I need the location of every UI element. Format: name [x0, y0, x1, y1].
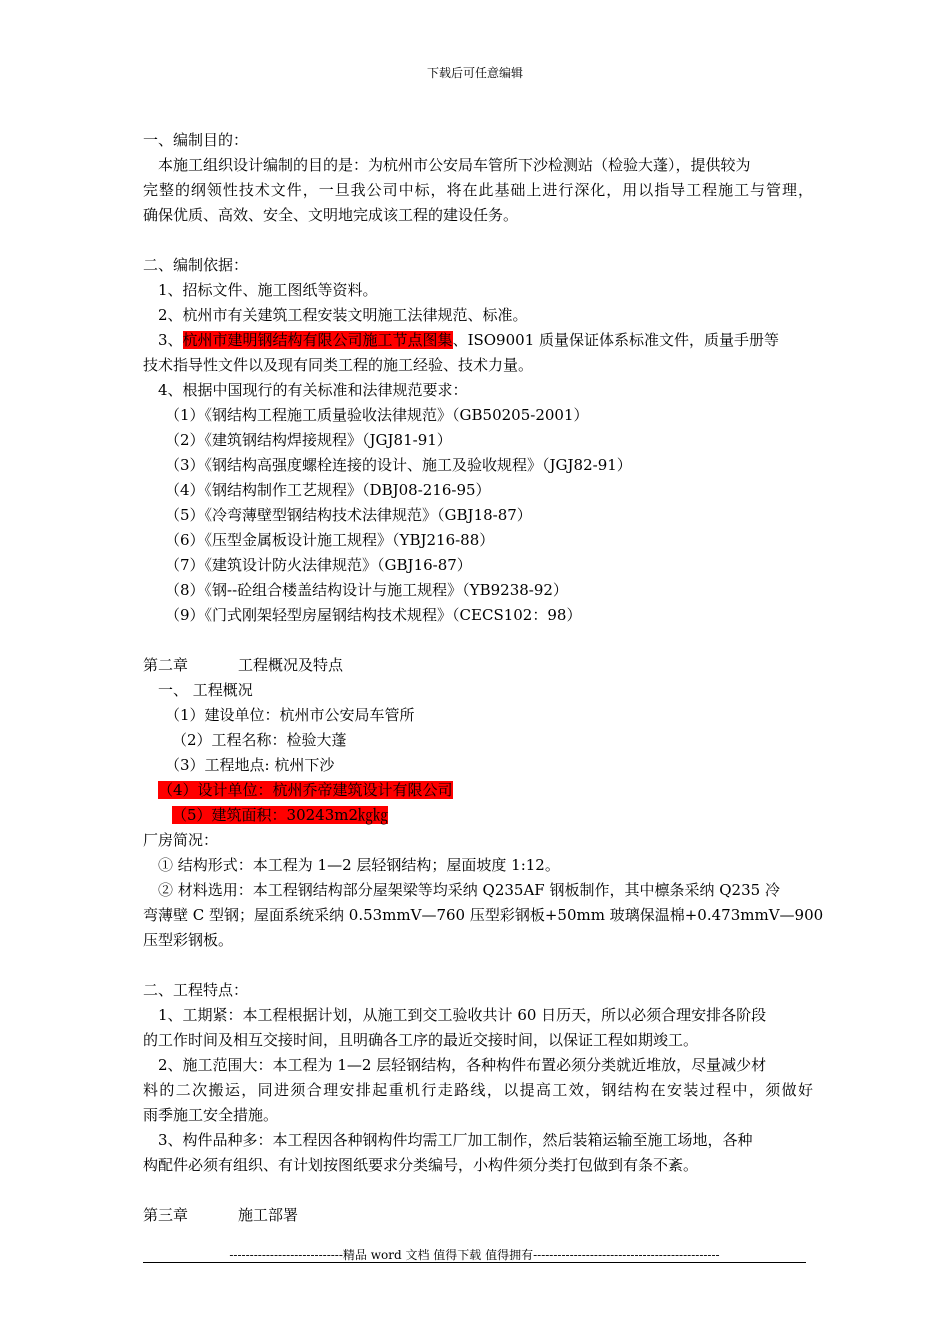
feature-2-line-1: 2、施工范围大：本工程为 1—2 层轻钢结构，各种构件布置必须分类就近堆放，尽量减少材 [158, 1056, 767, 1074]
section-2-title: 二、编制依据： [143, 256, 249, 274]
page-header: 下载后可任意编辑 [426, 66, 523, 80]
section-1-title: 一、编制目的： [143, 131, 249, 149]
standard-item: （9）《门式刚架轻型房屋钢结构技术规程》（CECS102：98） [165, 606, 582, 624]
overview-item: （2）工程名称：检验大蓬 [172, 731, 347, 749]
standard-item: （5）《冷弯薄壁型钢结构技术法律规范》（GBJ18-87） [165, 506, 532, 524]
standard-item: （7）《建筑设计防火法律规范》（GBJ16-87） [165, 556, 472, 574]
purpose-line-3: 确保优质、高效、安全、文明地完成该工程的建设任务。 [143, 206, 519, 224]
feature-3-line-1: 3、构件品种多：本工程因各种钢构件均需工厂加工制作，然后装箱运输至施工场地，各种 [158, 1131, 753, 1149]
standard-item: （8）《钢--砼组合楼盖结构设计与施工规程》（YB9238-92） [165, 581, 568, 599]
feature-3-line-2: 构配件必须有组织、有计划按图纸要求分类编号，小构件须分类打包做到有条不紊。 [143, 1156, 699, 1174]
plant-material-line-1: ② 材料选用：本工程钢结构部分屋架梁等均采纳 Q235AF 钢板制作，其中檩条采纳 Q235 冷 [158, 881, 780, 899]
basis-item-3-continued: 技术指导性文件以及现有同类工程的施工经验、技术力量。 [143, 356, 534, 374]
chapter-title: 施工部署 [238, 1206, 299, 1224]
basis-item-4: 4、根据中国现行的有关标准和法律规范要求： [158, 381, 468, 399]
basis-item-1: 1、招标文件、施工图纸等资料。 [158, 281, 378, 299]
overview-item-highlighted: （5）建筑面积：30243m2㎏㎏ [172, 806, 389, 824]
spacer [143, 228, 813, 253]
spacer [143, 1178, 813, 1203]
highlighted-text: 杭州市建明钢结构有限公司施工节点图集 [182, 331, 453, 349]
standard-item: （3）《钢结构高强度螺栓连接的设计、施工及验收规程》（JGJ82-91） [165, 456, 632, 474]
document-body [143, 128, 824, 1228]
feature-2-line-2: 料的二次搬运，同进须合理安排起重机行走路线，以提高工效，钢结构在安装过程中，须做好 [143, 1081, 813, 1099]
spacer [143, 953, 813, 978]
footer-rule [143, 1262, 806, 1263]
basis-item-2: 2、杭州市有关建筑工程安装文明施工法律规范、标准。 [158, 306, 528, 324]
purpose-line-1: 本施工组织设计编制的目的是：为杭州市公安局车管所下沙检测站（检验大蓬），提供较为 [158, 156, 751, 174]
standard-item: （2）《建筑钢结构焊接规程》（JGJ81-91） [165, 431, 452, 449]
plant-material-line-2: 弯薄壁 C 型钢；屋面系统采纳 0.53mmV—760 压型彩钢板+50mm 玻璃保温棉+0.473mmV—900 [143, 906, 824, 924]
standard-item: （6）《压型金属板设计施工规程》（YBJ216-88） [165, 531, 495, 549]
overview-item: （1）建设单位：杭州市公安局车管所 [165, 706, 415, 724]
basis-item-3-rest: 、ISO9001 质量保证体系标准文件，质量手册等 [452, 331, 780, 349]
chapter-2-heading [143, 653, 813, 678]
chapter-number: 第二章 [143, 656, 189, 674]
feature-2-line-3: 雨季施工安全措施。 [143, 1106, 279, 1124]
page-footer: ----------------------------精品 word 文档 值得下载 值得拥有---------------------------------------------- [229, 1248, 720, 1262]
feature-1-line-2: 的工作时间及相互交接时间，且明确各工序的最近交接时间，以保证工程如期竣工。 [143, 1031, 699, 1049]
standard-item: （4）《钢结构制作工艺规程》（DBJ08-216-95） [165, 481, 491, 499]
plant-structure: ① 结构形式：本工程为 1—2 层轻钢结构；屋面坡度 1:12。 [158, 856, 560, 874]
standard-item: （1）《钢结构工程施工质量验收法律规范》（GB50205-2001） [165, 406, 589, 424]
basis-item-3-prefix: 3、 [158, 331, 183, 349]
overview-item-highlighted: （4）设计单位：杭州乔帝建筑设计有限公司 [158, 781, 453, 799]
chapter-number: 第三章 [143, 1206, 189, 1224]
overview-subtitle: 一、 工程概况 [158, 681, 253, 699]
feature-1-line-1: 1、工期紧：本工程根据计划，从施工到交工验收共计 60 日历天，所以必须合理安排各阶段 [158, 1006, 767, 1024]
spacer [143, 628, 813, 653]
chapter-title: 工程概况及特点 [238, 656, 344, 674]
features-subtitle: 二、工程特点： [143, 981, 249, 999]
purpose-line-2: 完整的纲领性技术文件，一旦我公司中标，将在此基础上进行深化，用以指导工程施工与管理， [143, 181, 813, 199]
overview-item: （3）工程地点: 杭州下沙 [165, 756, 335, 774]
plant-material-line-3: 压型彩钢板。 [143, 931, 234, 949]
chapter-3-heading [143, 1203, 813, 1228]
basis-item-3 [143, 328, 813, 353]
plant-summary-title: 厂房简况： [143, 831, 219, 849]
